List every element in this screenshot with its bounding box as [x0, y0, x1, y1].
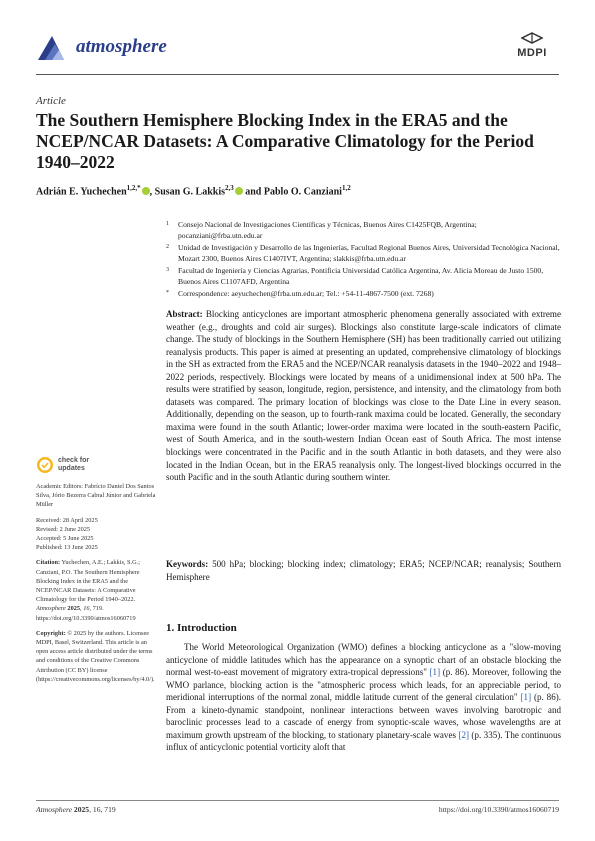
publisher-name: MDPI — [517, 47, 547, 59]
author-list — [36, 184, 351, 197]
citation-volume: 16 — [83, 605, 90, 613]
citation — [36, 558, 158, 622]
orcid-icon[interactable] — [142, 187, 150, 195]
editors-label: Academic Editors: — [36, 483, 84, 490]
intro-text: (p. 335). The continuous influx of anticyclonic potential vorticity aloft that — [166, 729, 561, 753]
published-date: Published: 13 June 2025 — [36, 544, 98, 552]
intro-text: The World Meteorological Organization (WMO) defines a blocking anticyclone as a "slow-moving anticyclone of middle latitudes which has the appearance on a synoptic chart of an obstacle blocking the normal west-to-east movement of migratory extra-tropical depressions" — [166, 642, 561, 678]
affiliation-number: 2 — [166, 243, 169, 250]
check-line-2: updates — [58, 465, 85, 472]
footer-vol-pages: , 16, 719 — [89, 805, 116, 814]
keywords-label: Keywords: — [166, 559, 209, 569]
copyright — [36, 629, 158, 684]
footer-doi-link[interactable]: https://doi.org/10.3390/atmos16060719 — [438, 805, 559, 814]
citation-comma: , — [80, 605, 84, 613]
copyright-text: © 2025 by the authors. Licensee MDPI, Basel, Switzerland. This article is an open access article distributed under the terms and conditions of the Creative Commons Attribution (CC BY) license (https://creativecommons.org/licenses/by/4.0/). — [36, 629, 155, 683]
affiliation-item — [166, 289, 561, 300]
citation-link[interactable]: [2] — [458, 729, 469, 740]
received-date: Received: 28 April 2025 — [36, 516, 98, 524]
citation-year: 2025 — [65, 605, 81, 613]
journal-name: atmosphere — [76, 36, 167, 57]
abstract — [166, 308, 561, 484]
footer-journal: Atmosphere — [36, 805, 72, 814]
affiliation-item — [166, 220, 561, 242]
author-superscript: 2,3 — [225, 184, 234, 192]
affiliation-text: Unidad de Investigación y Desarrollo de las Ingenierías, Facultad Regional Buenos Aires, Universidad Tecnológica Nacional, Mozart 2300, Buenos Aires C1407IVT, Argentina; slakkis@frba.utn.edu.ar — [178, 242, 560, 263]
abstract-text: Blocking anticyclones are important atmospheric phenomena generally associated with extreme weather (e.g., droughts and cold air surges). Blockings also constitute large-scale indicators of climate change. The study of blockings in the Southern Hemisphere (SH) has been traditionally carried out utilizing reanalysis products. This paper is aimed at presenting an updated, comprehensive climatology of blockings in the SH as extracted from the ERA5 and the NCEP/NCAR reanalysis datasets in the 1940–2022 and 1948–2022 periods, respectively. Blockings were located by means of a unidimensional index at 500 hPa. The results were stratified by season, longitude, region, persistence, and intensity, and the climatology from both datasets was compared. The primary location of blockings was close to the Date Line in every season. Additionally, depending on the season, up to fourth-rank maxima could be located. Generally, the secondary maxima were found in the south Atlantic; lower-order maxima were located in the south-eastern Pacific, west of South America, and in the south-western Indian Ocean east of South Africa. The most intense blockings were concentrated in the Pacific and in the south Atlantic in both datasets, and they were also located in the Indian Ocean, but in the ERA5 reanalysis only. The longest-lived blockings occurred in the south Pacific and in the south Atlantic during southern winter. — [166, 309, 561, 483]
sidebar — [36, 456, 158, 690]
intro-text: (p. 86). From a kineto-dynamic standpoint, nonlinear interactions between waves involving barotropic and baroclinic processes lead to a cascade of energy from synoptic-scale waves, whose wavelengths are at maximum growth upstream of the blocking, to stationary planetary-scale waves — [166, 692, 561, 740]
author-name: Adrián E. Yuchechen — [36, 186, 127, 198]
keywords — [166, 558, 561, 583]
check-updates-label — [58, 457, 89, 473]
footer-year: 2025 — [72, 805, 90, 814]
affiliation-number: 3 — [166, 266, 169, 273]
check-updates-icon — [36, 456, 54, 474]
check-line-1: check for — [58, 457, 90, 464]
affiliation-text: Facultad de Ingeniería y Ciencias Agrarias, Pontificia Universidad Católica Argentina, Av. Alicia Moreau de Justo 1500, Buenos Aires C1107AFD, Argentina — [178, 265, 544, 286]
keywords-text: 500 hPa; blocking; blocking index; climatology; ERA5; NCEP/NCAR; reanalysis; Southern Hemisphere — [166, 559, 561, 582]
article-type: Article — [36, 95, 66, 107]
academic-editors — [36, 482, 158, 510]
citation-link[interactable]: [1] — [429, 667, 441, 678]
citation-label: Citation: — [36, 559, 61, 567]
affiliation-text: Consejo Nacional de Investigaciones Científicas y Técnicas, Buenos Aires C1425FQB, Argentina; pocanziani@frba.utn.edu.ar — [178, 220, 477, 240]
accepted-date: Accepted: 5 June 2025 — [36, 535, 94, 543]
intro-text: (p. 86). Moreover, following the WMO parlance, blocking action is the "atmospheric process which leads, for an appreciable period, to meridional interruptions of the normal zonal, middle latitude current of the general circulation" — [166, 667, 561, 703]
affiliation-number: * — [166, 289, 169, 296]
citation-text: Yuchechen, A.E.; Lakkis, S.G.; Canziani, P.O. The Southern Hemisphere Blocking Index in the ERA5 and the NCEP/NCAR Datasets: A Comparative Climatology for the Period 1940–2022. — [36, 559, 141, 604]
publication-dates — [36, 516, 158, 553]
orcid-icon[interactable] — [235, 187, 243, 195]
author-separator: and — [242, 186, 264, 198]
revised-date: Revised: 2 June 2025 — [36, 525, 91, 533]
affiliation-item — [166, 243, 561, 265]
copyright-label: Copyright: — [36, 629, 66, 637]
footer-citation — [36, 805, 116, 814]
citation-journal: Atmosphere — [36, 605, 66, 613]
section-heading-introduction: 1. Introduction — [166, 622, 237, 634]
editors-text: Fabrício Daniel Dos Santos Silva, Jório Bezerra Cabral Júnior and Gabriela Müller — [36, 483, 156, 509]
header-divider — [36, 74, 559, 75]
journal-header — [36, 30, 167, 64]
affiliations — [166, 220, 561, 301]
author-name: Pablo O. Canziani — [263, 186, 342, 198]
author-superscript: 1,2,* — [126, 184, 141, 192]
citation-rest: , 719. https://doi.org/10.3390/atmos16060719 — [36, 605, 136, 622]
footer-divider — [36, 800, 559, 801]
citation-link[interactable]: [1] — [520, 692, 532, 703]
author-superscript: 1,2 — [341, 184, 351, 192]
author-name: Susan G. Lakkis — [154, 186, 225, 198]
affiliation-text: Correspondence: aeyuchechen@frba.utn.edu.ar; Tel.: +54-11-4867-7500 (ext. 7268) — [178, 288, 434, 298]
paper-title: The Southern Hemisphere Blocking Index in the ERA5 and the NCEP/NCAR Datasets: A Comparative Climatology for the Period 1940–2022 — [36, 110, 534, 172]
introduction-paragraph — [166, 641, 561, 754]
publisher-logo — [505, 32, 559, 62]
mdpi-logo-icon — [521, 32, 543, 46]
affiliation-number: 1 — [166, 221, 169, 227]
check-for-updates-button[interactable] — [36, 456, 158, 474]
journal-logo-icon — [36, 32, 66, 62]
abstract-label: Abstract: — [166, 309, 203, 319]
affiliation-item — [166, 266, 561, 288]
author-separator: , — [149, 186, 155, 198]
